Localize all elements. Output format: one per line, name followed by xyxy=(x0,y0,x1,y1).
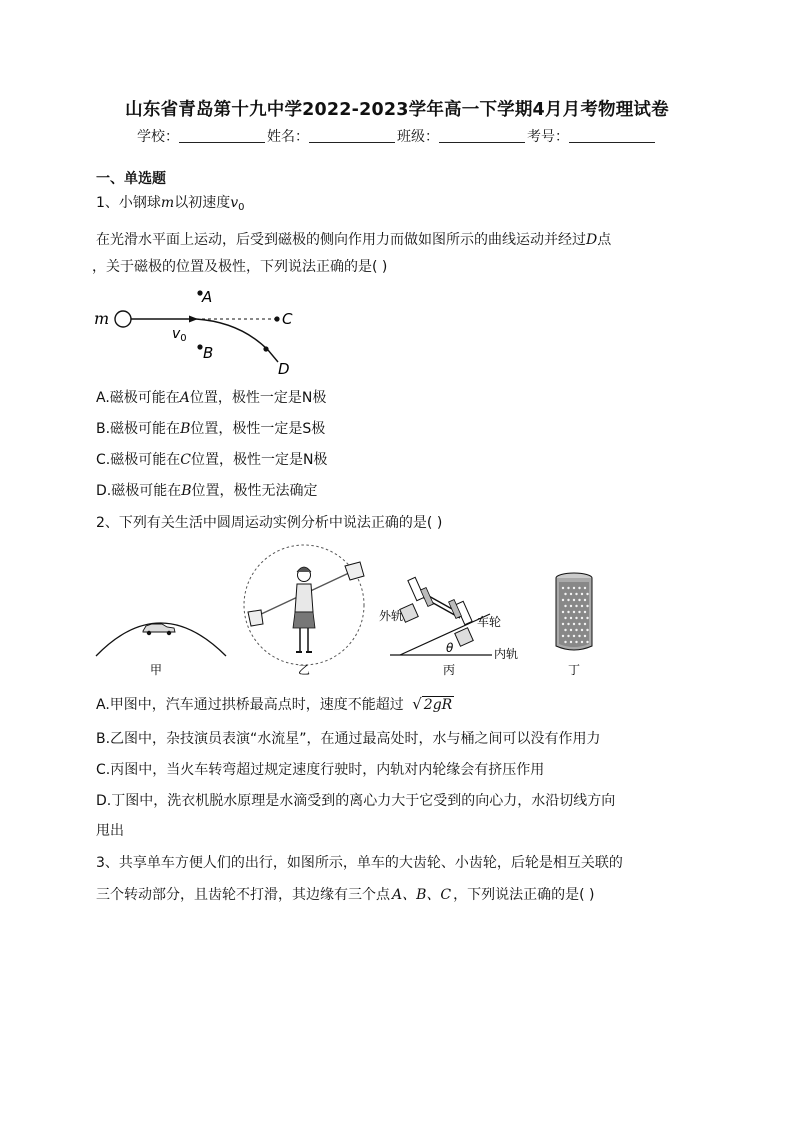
q1-option-c-post: 位置，极性一定是N极 xyxy=(190,452,328,468)
q1-option-c-pre: C.磁极可能在 xyxy=(96,452,181,468)
train-wheels-icon xyxy=(400,577,473,646)
fig-label-v: v xyxy=(172,326,181,342)
q2-option-d-line2: 甩出 xyxy=(96,823,124,839)
car-icon xyxy=(143,624,175,635)
q1-option-a-post: 位置，极性一定是N极 xyxy=(189,390,327,406)
q2-option-a-text: A.甲图中，汽车通过拱桥最高点时，速度不能超过 xyxy=(96,697,404,713)
drum-hole xyxy=(586,629,588,631)
q1-var-v: v xyxy=(230,195,239,211)
q2-stem: 2、下列有关生活中圆周运动实例分析中说法正确的是( ) xyxy=(96,515,443,531)
drum-hole xyxy=(573,635,575,637)
q1-option-d xyxy=(96,480,318,500)
q1-line2-text-b: 点 xyxy=(597,232,612,248)
q1-var-sub: 0 xyxy=(238,202,245,213)
drum-hole xyxy=(570,593,572,595)
fig-label-b: B xyxy=(203,344,214,362)
fig-label-m: m xyxy=(94,309,110,328)
q1-option-a-pre: A.磁极可能在 xyxy=(96,390,180,406)
q3-line2-text-a: 三个转动部分，且齿轮不打滑，其边缘有三个点 xyxy=(96,887,390,903)
q1-option-b-var: B xyxy=(180,421,191,437)
class-blank xyxy=(439,128,525,143)
q2-option-a xyxy=(96,694,454,714)
drum-hole xyxy=(584,599,586,601)
drum-hole xyxy=(578,623,580,625)
exam-no-blank xyxy=(569,128,655,143)
drum-hole xyxy=(578,635,580,637)
class-label: 班级： xyxy=(397,129,439,145)
drum-hole xyxy=(575,605,577,607)
drum-hole xyxy=(567,623,569,625)
q1-option-d-pre: D.磁极可能在 xyxy=(96,483,182,499)
drum-hole xyxy=(562,599,564,601)
drum-hole xyxy=(578,599,580,601)
drum-hole xyxy=(567,599,569,601)
drum-hole xyxy=(584,611,586,613)
drum-hole xyxy=(586,605,588,607)
q1-option-c xyxy=(96,449,327,469)
drum-hole xyxy=(570,641,572,643)
drum-hole xyxy=(564,641,566,643)
drum-hole xyxy=(578,611,580,613)
drum-hole xyxy=(584,635,586,637)
drum-hole xyxy=(584,623,586,625)
q1-option-c-var: C xyxy=(180,452,191,468)
drum-hole xyxy=(573,611,575,613)
q3-stem-line1: 3、共享单车方便人们的出行，如图所示，单车的大齿轮、小齿轮，后轮是相互关联的 xyxy=(96,855,623,871)
q1-option-b-post: 位置，极性一定是S极 xyxy=(190,421,326,437)
drum-hole xyxy=(562,623,564,625)
drum-hole xyxy=(581,593,583,595)
student-info-row xyxy=(0,126,794,146)
drum-hole xyxy=(575,593,577,595)
drum-hole xyxy=(581,629,583,631)
drum-hole xyxy=(586,641,588,643)
q1-option-d-var: B xyxy=(181,483,192,499)
school-blank xyxy=(179,128,265,143)
label-yi: 乙 xyxy=(298,663,311,677)
drum-hole xyxy=(573,599,575,601)
q1-trajectory-figure xyxy=(90,282,320,382)
fig-label-v-sub: 0 xyxy=(180,333,187,344)
label-theta: θ xyxy=(446,641,454,655)
fig-label-c: C xyxy=(282,310,293,328)
drum-hole xyxy=(581,617,583,619)
drum-hole xyxy=(575,617,577,619)
q1-var-d: D xyxy=(586,232,598,248)
q1-option-d-post: 位置，极性无法确定 xyxy=(191,483,318,499)
label-ding: 丁 xyxy=(568,663,581,677)
drum-hole xyxy=(581,605,583,607)
drum-hole xyxy=(564,605,566,607)
q1-option-a-var: A xyxy=(179,390,190,406)
sqrt-formula xyxy=(412,695,454,713)
label-bing: 丙 xyxy=(443,663,456,677)
drum-hole xyxy=(575,629,577,631)
q1-option-b-pre: B.磁极可能在 xyxy=(96,421,181,437)
point-d xyxy=(263,346,268,351)
exam-no-label: 考号： xyxy=(527,129,569,145)
juggler-figure xyxy=(293,567,315,652)
label-inner-rail: 内轨 xyxy=(494,647,519,661)
fig-label-a: A xyxy=(202,288,213,306)
label-wheel: 车轮 xyxy=(477,615,502,629)
q1-line2-text-a: 在光滑水平面上运动，后受到磁极的侧向作用力而做如图所示的曲线运动并经过 xyxy=(96,232,586,248)
bucket-left-icon xyxy=(248,610,263,626)
label-jia: 甲 xyxy=(150,663,163,677)
drum-hole xyxy=(581,641,583,643)
drum-hole xyxy=(567,611,569,613)
drum-hole xyxy=(567,635,569,637)
drum-hole xyxy=(586,617,588,619)
sqrt-radicand: 2gR xyxy=(423,697,453,713)
drum-hole xyxy=(570,629,572,631)
exam-title: 山东省青岛第十九中学2022-2023学年高一下学期4月月考物理试卷 xyxy=(125,100,669,120)
drum-hole xyxy=(573,587,575,589)
name-blank xyxy=(309,128,395,143)
steel-ball xyxy=(115,311,131,327)
q1-var-m: m xyxy=(160,195,175,211)
q1-option-b xyxy=(96,418,325,438)
q2-figures xyxy=(90,548,630,680)
drum-hole xyxy=(564,629,566,631)
q1-stem-line3: ，关于磁极的位置及极性，下列说法正确的是( ) xyxy=(92,259,388,275)
drum-hole xyxy=(562,587,564,589)
q2-option-b: B.乙图中，杂技演员表演“水流星”，在通过最高处时，水与桶之间可以没有作用力 xyxy=(96,731,601,747)
drum-hole xyxy=(578,587,580,589)
drum-hole xyxy=(567,587,569,589)
drum-hole xyxy=(584,587,586,589)
q1-stem-text-b: 以初速度 xyxy=(174,195,231,211)
drum-hole xyxy=(586,593,588,595)
drum-hole xyxy=(575,641,577,643)
point-b xyxy=(197,344,202,349)
section-heading: 一、单选题 xyxy=(96,171,166,187)
drum-hole xyxy=(562,611,564,613)
point-c xyxy=(274,316,279,321)
q1-stem-line2 xyxy=(96,229,611,249)
q1-stem-line1 xyxy=(96,192,245,213)
name-label: 姓名： xyxy=(267,129,309,145)
drum-hole xyxy=(562,635,564,637)
label-outer-rail: 外轨 xyxy=(379,609,404,623)
sqrt-icon: √ xyxy=(412,695,422,713)
q3-line2-text-b: ，下列说法正确的是( ) xyxy=(453,887,595,903)
drum-hole xyxy=(570,617,572,619)
q3-points: A、B、C xyxy=(392,887,452,903)
school-label: 学校： xyxy=(137,129,179,145)
q1-option-a xyxy=(96,387,326,407)
drum-hole xyxy=(564,593,566,595)
fig-label-v0 xyxy=(172,326,187,344)
q1-stem-text-a: 1、小钢球 xyxy=(96,195,161,211)
q2-option-c: C.丙图中，当火车转弯超过规定速度行驶时，内轨对内轮缘会有挤压作用 xyxy=(96,762,545,778)
fig-label-d: D xyxy=(278,360,290,378)
q3-stem-line2 xyxy=(96,884,595,904)
drum-hole xyxy=(573,623,575,625)
drum-hole xyxy=(570,605,572,607)
q2-option-d-line1: D.丁图中，洗衣机脱水原理是水滴受到的离心力大于它受到的向心力，水沿切线方向 xyxy=(96,793,616,809)
drum-hole xyxy=(564,617,566,619)
